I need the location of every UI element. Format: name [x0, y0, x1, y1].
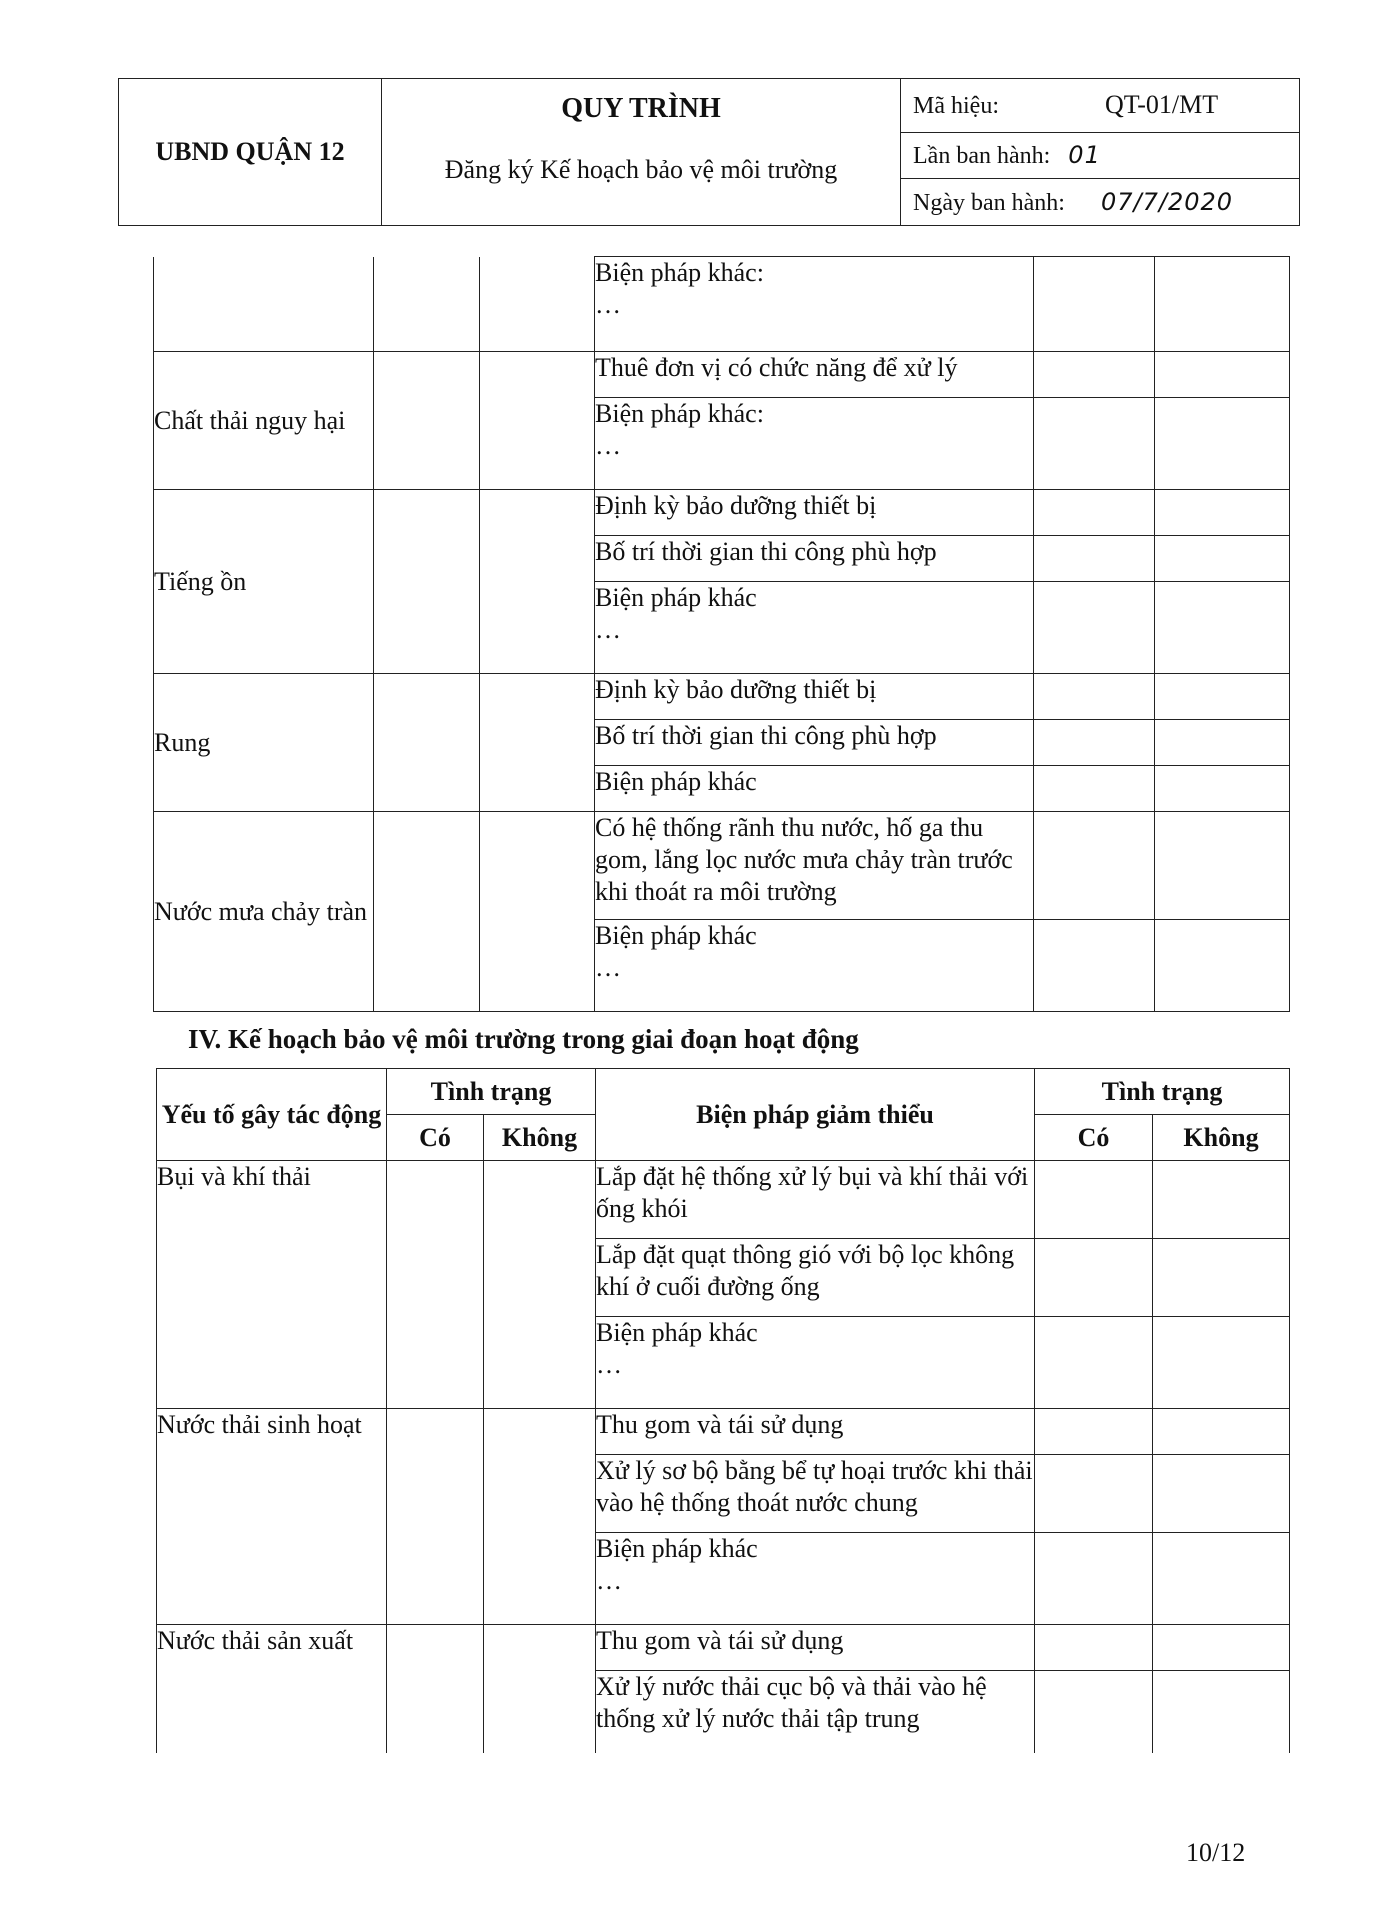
construction-phase-table [153, 256, 1290, 1012]
col-status: Tình trạng [387, 1069, 596, 1115]
mitigation-cell: Biện pháp khác … [595, 920, 1034, 1012]
title-cell [382, 79, 901, 226]
section-title: IV. Kế hoạch bảo vệ môi trường trong giai đoạn hoạt động [188, 1024, 859, 1054]
mitigation-cell: Định kỳ bảo dưỡng thiết bị [595, 674, 1034, 720]
operation-phase-table [156, 1068, 1290, 1753]
date-cell [901, 179, 1300, 226]
mitigation-cell: Thuê đơn vị có chức năng để xử lý [595, 352, 1034, 398]
mitigation-cell: Biện pháp khác: … [595, 257, 1034, 352]
col-yes-2: Có [1035, 1115, 1153, 1161]
table-row [157, 1625, 1290, 1671]
date-label: Ngày ban hành: [913, 189, 1065, 216]
mitigation-cell: Biện pháp khác … [595, 582, 1034, 674]
col-no: Không [484, 1115, 596, 1161]
factor-cell: Tiếng ồn [154, 490, 374, 674]
table-row [154, 674, 1290, 720]
code-label: Mã hiệu: [913, 93, 999, 120]
mitigation-cell: Bố trí thời gian thi công phù hợp [595, 536, 1034, 582]
code-cell [901, 79, 1300, 133]
mitigation-cell: Xử lý sơ bộ bằng bể tự hoại trước khi thải vào hệ thống thoát nước chung [596, 1455, 1035, 1533]
col-factor: Yếu tố gây tác động [157, 1069, 387, 1161]
factor-cell: Nước thải sinh hoạt [157, 1409, 387, 1625]
date-value: 07/7/2020 [1100, 187, 1234, 216]
mitigation-cell: Biện pháp khác … [596, 1533, 1035, 1625]
org-cell [119, 79, 382, 226]
document-header [118, 78, 1300, 226]
org-name: UBND QUẬN 12 [155, 137, 345, 166]
issue-cell [901, 132, 1300, 179]
mitigation-cell: Biện pháp khác [595, 766, 1034, 812]
col-no-2: Không [1153, 1115, 1290, 1161]
mitigation-cell: Lắp đặt quạt thông gió với bộ lọc không khí ở cuối đường ống [596, 1239, 1035, 1317]
mitigation-cell: Biện pháp khác … [596, 1317, 1035, 1409]
table-row [154, 352, 1290, 398]
col-yes: Có [387, 1115, 484, 1161]
table-row [154, 490, 1290, 536]
table-row [154, 812, 1290, 920]
issue-value: 01 [1068, 141, 1101, 170]
factor-cell: Nước thải sản xuất [157, 1625, 387, 1753]
page-number: 10/12 [1186, 1838, 1246, 1867]
col-measure: Biện pháp giảm thiểu [596, 1069, 1035, 1161]
mitigation-cell: Thu gom và tái sử dụng [596, 1409, 1035, 1455]
issue-label: Lần ban hành: [913, 143, 1051, 170]
mitigation-cell: Xử lý nước thải cục bộ và thải vào hệ thống xử lý nước thải tập trung [596, 1671, 1035, 1753]
table-row [157, 1409, 1290, 1455]
mitigation-cell: Định kỳ bảo dưỡng thiết bị [595, 490, 1034, 536]
code-value: QT-01/MT [1104, 90, 1219, 120]
col-status-2: Tình trạng [1035, 1069, 1290, 1115]
mitigation-cell: Bố trí thời gian thi công phù hợp [595, 720, 1034, 766]
table-header-row [157, 1069, 1290, 1115]
doc-title: Đăng ký Kế hoạch bảo vệ môi trường [444, 155, 838, 184]
factor-cell: Bụi và khí thải [157, 1161, 387, 1409]
mitigation-cell: Lắp đặt hệ thống xử lý bụi và khí thải với ống khói [596, 1161, 1035, 1239]
mitigation-cell: Có hệ thống rãnh thu nước, hố ga thu gom, lắng lọc nước mưa chảy tràn trước khi thoát ra môi trường [595, 812, 1034, 920]
table-row [157, 1161, 1290, 1239]
factor-cell: Rung [154, 674, 374, 812]
factor-cell: Nước mưa chảy tràn [154, 812, 374, 1012]
factor-cell: Chất thải nguy hại [154, 352, 374, 490]
mitigation-cell: Biện pháp khác: … [595, 398, 1034, 490]
table-row [154, 257, 1290, 352]
doc-type: QUY TRÌNH [561, 93, 721, 124]
mitigation-cell: Thu gom và tái sử dụng [596, 1625, 1035, 1671]
